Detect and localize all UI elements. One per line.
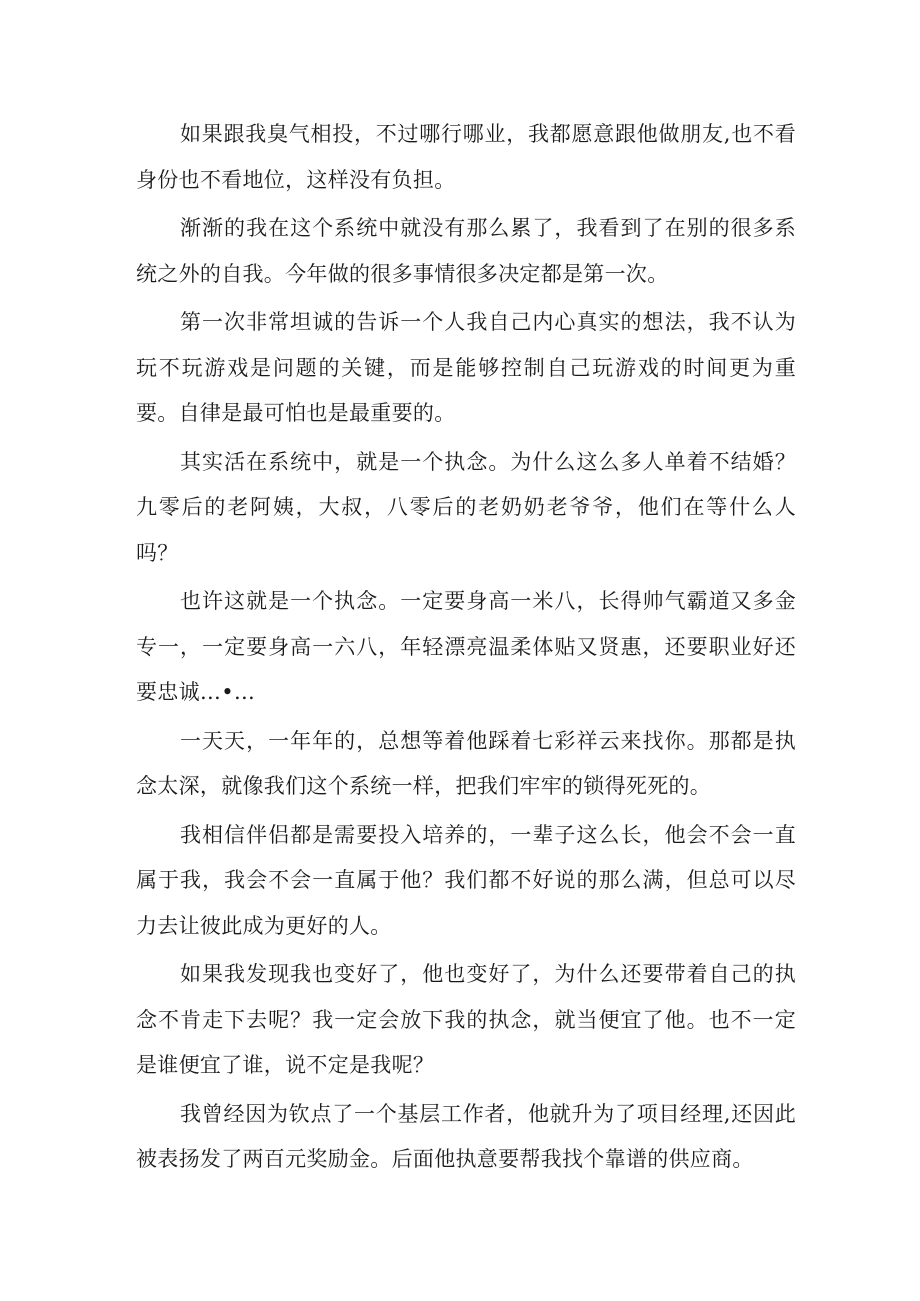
paragraph-7: 我相信伴侣都是需要投入培养的，一辈子这么长，他会不会一直属于我，我会不会一直属于他？我们都不好说的那么满，但总可以尽力去让彼此成为更好的人。 <box>136 822 796 938</box>
paragraph-4: 其实活在系统中，就是一个执念。为什么这么多人单着不结婚？九零后的老阿姨，大叔，八零后的老奶奶老爷爷，他们在等什么人吗？ <box>136 449 796 565</box>
paragraph-8: 如果我发现我也变好了，他也变好了，为什么还要带着自己的执念不肯走下去呢？我一定会放下我的执念，就当便宜了他。也不一定是谁便宜了谁，说不定是我呢？ <box>136 962 796 1077</box>
paragraph-9: 我曾经因为钦点了一个基层工作者，他就升为了项目经理,还因此被表扬发了两百元奖励金。后面他执意要帮我找个靠谱的供应商。 <box>136 1101 796 1171</box>
document-body <box>136 112 796 1186</box>
paragraph-2: 渐渐的我在这个系统中就没有那么累了，我看到了在别的很多系统之外的自我。今年做的很多事情很多决定都是第一次。 <box>136 216 796 286</box>
paragraph-3: 第一次非常坦诚的告诉一个人我自己内心真实的想法，我不认为玩不玩游戏是问题的关键，而是能够控制自己玩游戏的时间更为重要。自律是最可怕也是最重要的。 <box>136 310 796 425</box>
paragraph-1: 如果跟我臭气相投，不过哪行哪业，我都愿意跟他做朋友,也不看身份也不看地位，这样没有负担。 <box>136 122 796 192</box>
paragraph-6: 一天天，一年年的，总想等着他踩着七彩祥云来找你。那都是执念太深，就像我们这个系统一样，把我们牢牢的锁得死死的。 <box>136 728 796 798</box>
paragraph-5: 也许这就是一个执念。一定要身高一米八，长得帅气霸道又多金专一，一定要身高一六八，年轻漂亮温柔体贴又贤惠，还要职业好还要忠诚…•… <box>136 589 796 704</box>
